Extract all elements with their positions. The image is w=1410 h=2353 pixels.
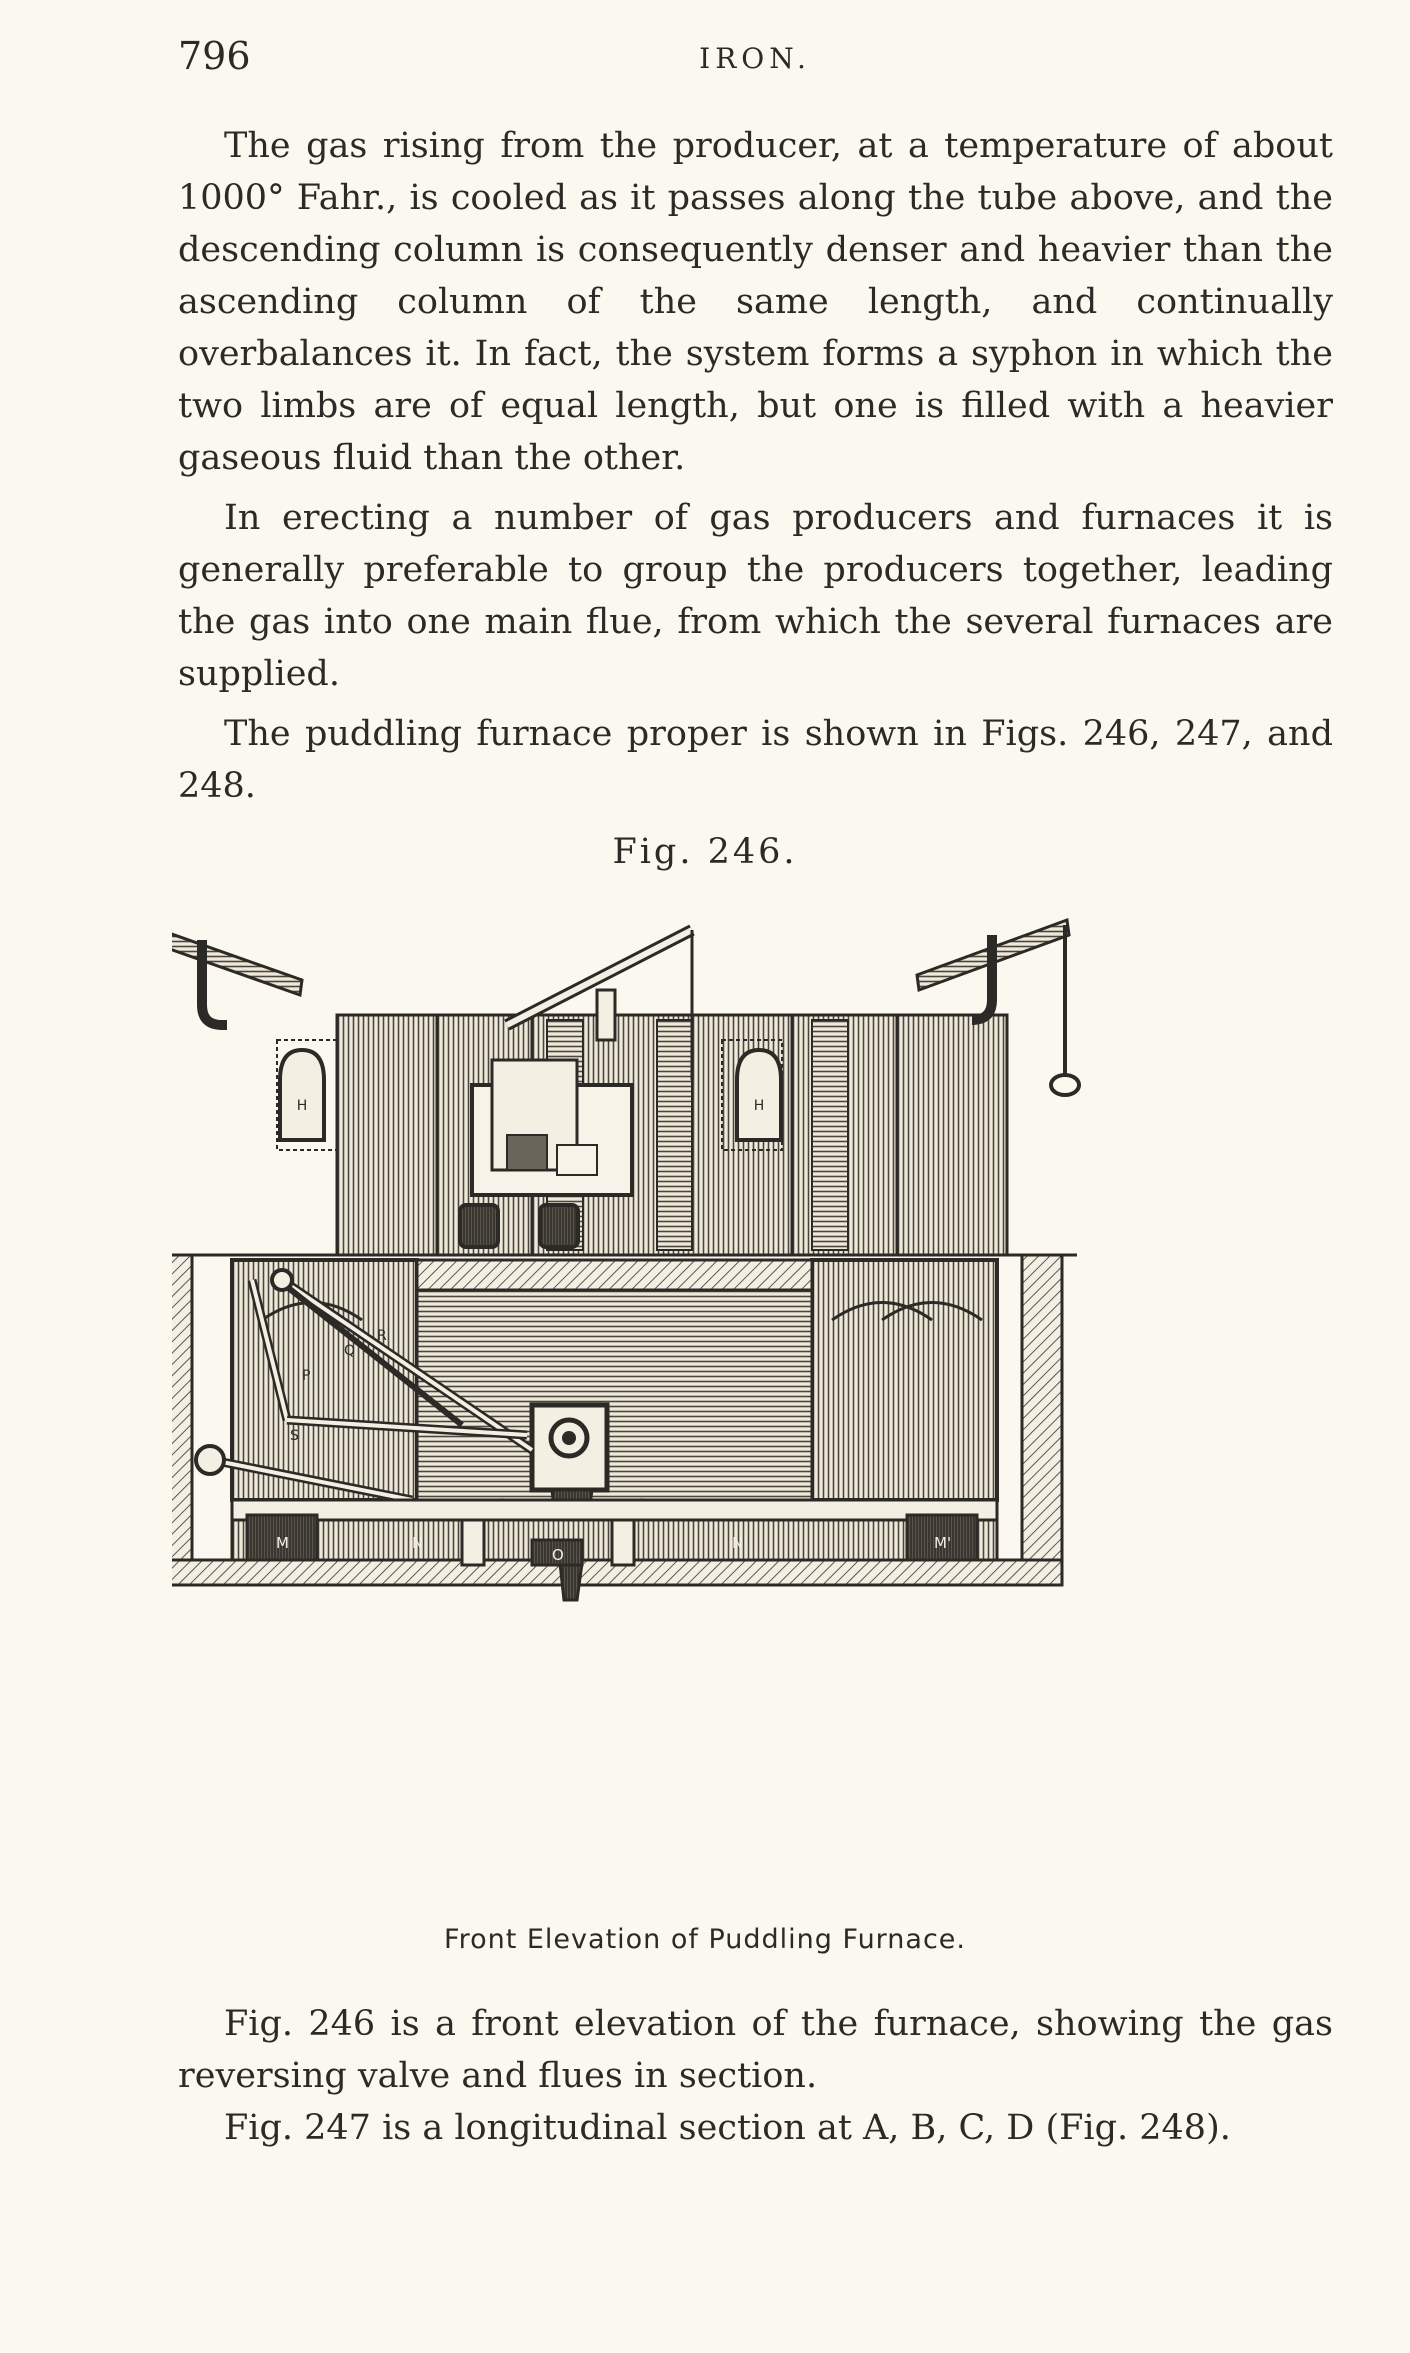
page-number: 796 (178, 34, 251, 78)
figure-caption: Front Elevation of Puddling Furnace. (444, 1924, 966, 1955)
letter-s: S (290, 1428, 299, 1444)
paragraph-fig-246: Fig. 246 is a front elevation of the furnace, showing the gas reversing valve and flues in section. (178, 2004, 1333, 2096)
paragraph-puddling-furnace: The puddling furnace proper is shown in Figs. 246, 247, and 248. (178, 714, 1333, 806)
paragraph-grouping-producers: In erecting a number of gas producers and furnaces it is generally preferable to group the producers together, leading the gas into one main flue, from which the several furnaces are supplied. (178, 498, 1333, 694)
letter-h-right: H (753, 1098, 765, 1114)
letter-m-right: M' (934, 1534, 952, 1552)
paragraph-gas-syphon: The gas rising from the producer, at a temperature of about 1000° Fahr., is cooled as it passes along the tube above, and the descending column is consequently denser and heavier than the ascending column of the same length, and continually overbalances it. In fact, the system forms a syphon in which the two limbs are of equal length, but one is filled with a heavier gaseous fluid than the other. (178, 126, 1333, 478)
letter-q: Q (344, 1343, 356, 1359)
furnace-engraving (172, 900, 1337, 1925)
figure-label: Fig. 246. (612, 832, 798, 872)
letter-n-right: N' (732, 1534, 748, 1552)
letter-n-left: N (412, 1534, 424, 1552)
running-title: IRON. (699, 42, 811, 75)
letter-p: P (302, 1368, 311, 1384)
letter-r: R (377, 1328, 387, 1344)
running-head (178, 28, 1332, 88)
letter-h-left: H (296, 1098, 308, 1114)
paragraph-fig-247: Fig. 247 is a longitudinal section at A, B, C, D (Fig. 248). (224, 2108, 1231, 2148)
letter-o: O (552, 1546, 564, 1564)
letter-m-left: M (276, 1534, 289, 1552)
